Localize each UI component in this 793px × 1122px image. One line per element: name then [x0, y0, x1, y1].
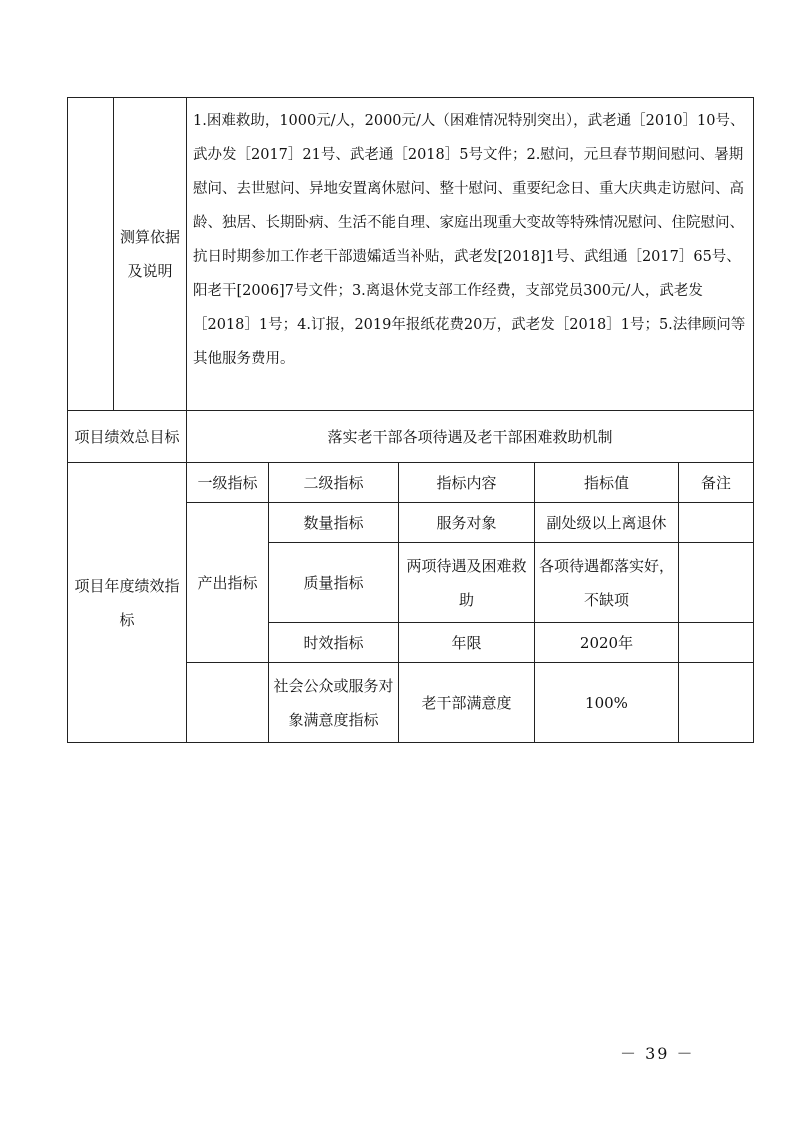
row-value: 100%	[535, 663, 679, 743]
row-level2: 时效指标	[269, 623, 399, 663]
annual-header-row	[68, 463, 754, 503]
row-value: 副处级以上离退休	[535, 503, 679, 543]
basis-label: 测算依据及说明	[114, 98, 187, 411]
header-content: 指标内容	[399, 463, 535, 503]
basis-blank-cell	[68, 98, 114, 411]
row-remark	[679, 623, 754, 663]
row-remark	[679, 663, 754, 743]
output-label: 产出指标	[187, 503, 269, 663]
row-content: 老干部满意度	[399, 663, 535, 743]
row-level2: 数量指标	[269, 503, 399, 543]
performance-table	[67, 97, 754, 743]
row-level2: 质量指标	[269, 543, 399, 623]
basis-text: 1.困难救助，1000元/人，2000元/人（困难情况特别突出），武老通［2010］10号、武办发［2017］21号、武老通［2018］5号文件；2.慰问，元旦春节期间慰问、暑期慰问、去世慰问、异地安置离休慰问、整十慰问、重要纪念日、重大庆典走访慰问、高龄、独居、长期卧病、生活不能自理、家庭出现重大变故等特殊情况慰问、住院慰问、抗日时期参加工作老干部遗孀适当补贴，武老发[2018]1号、武组通［2017］65号、阳老干[2006]7号文件；3.离退休党支部工作经费，支部党员300元/人，武老发［2018］1号；4.订报，2019年报纸花费20万，武老发［2018］1号；5.法律顾问等其他服务费用。	[187, 98, 754, 411]
header-remark: 备注	[679, 463, 754, 503]
goal-value: 落实老干部各项待遇及老干部困难救助机制	[187, 411, 754, 463]
annual-label: 项目年度绩效指标	[68, 463, 187, 743]
row-level2: 社会公众或服务对象满意度指标	[269, 663, 399, 743]
basis-row	[68, 98, 754, 411]
row-remark	[679, 543, 754, 623]
goal-row	[68, 411, 754, 463]
row-content: 年限	[399, 623, 535, 663]
row-content: 两项待遇及困难救助	[399, 543, 535, 623]
row-value: 2020年	[535, 623, 679, 663]
goal-label: 项目绩效总目标	[68, 411, 187, 463]
row-level1-blank	[187, 663, 269, 743]
header-level2: 二级指标	[269, 463, 399, 503]
header-value: 指标值	[535, 463, 679, 503]
header-level1: 一级指标	[187, 463, 269, 503]
row-content: 服务对象	[399, 503, 535, 543]
row-value: 各项待遇都落实好，不缺项	[535, 543, 679, 623]
page-number: － 39 －	[620, 1044, 695, 1063]
row-remark	[679, 503, 754, 543]
